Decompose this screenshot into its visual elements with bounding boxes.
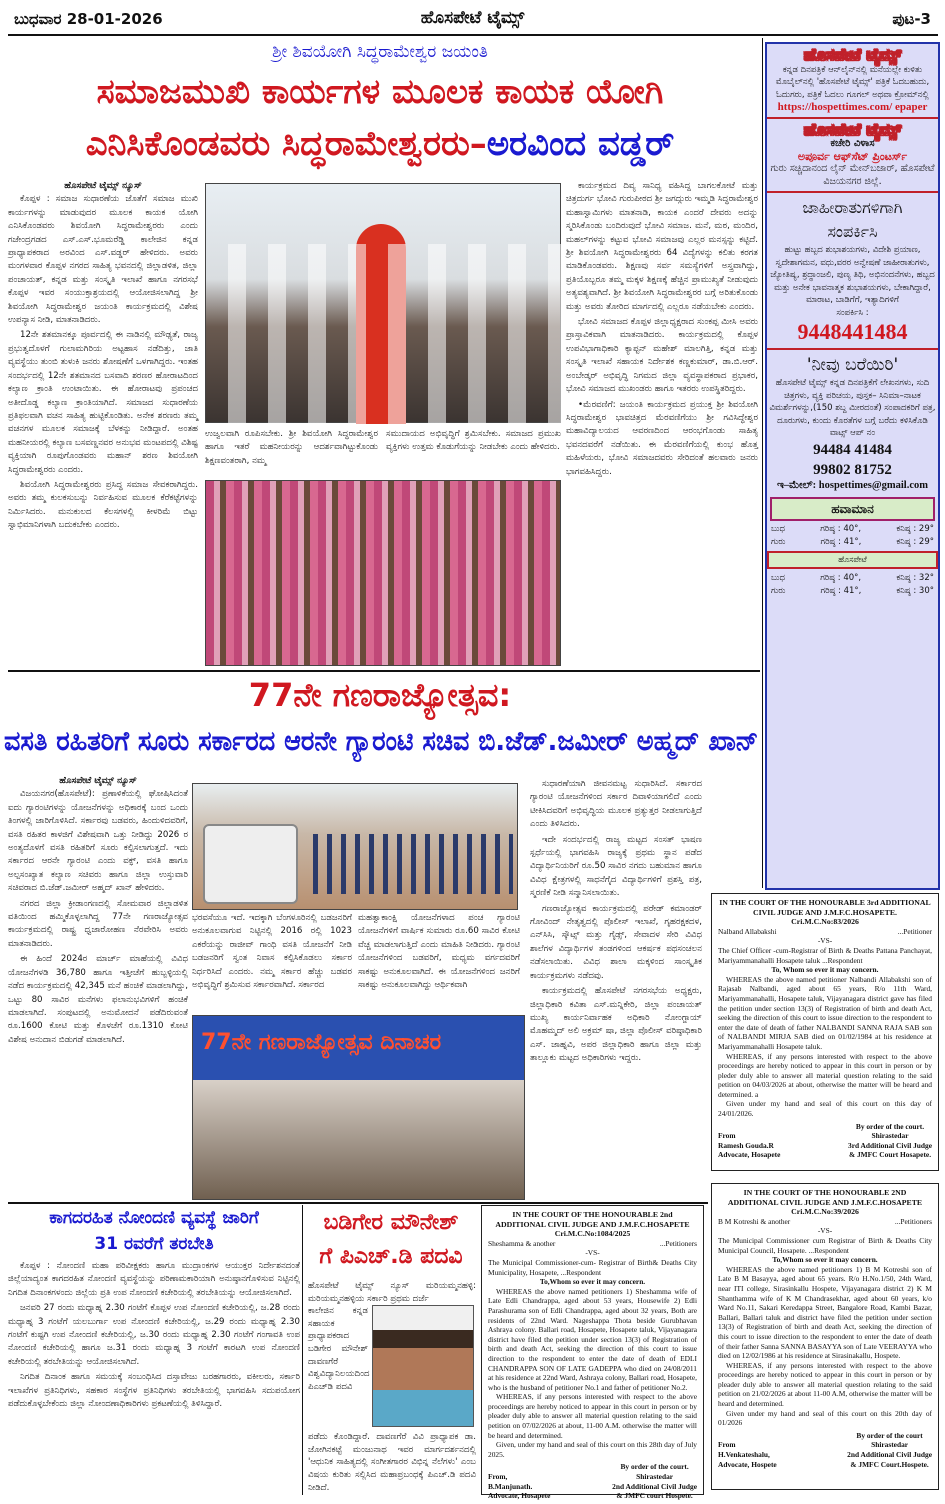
- wrap-text: ಕಾಲೇಜಿನ ಕನ್ನಡ ಸಹಾಯಕ ಪ್ರಾಧ್ಯಾಪಕರಾದ ಬಡಿಗೇರ ಮೌನೇಶ್ ದಾವಣಗೆರೆ ವಿಶ್ವವಿದ್ಯಾನಿಲಯದಿಂದ ಪಿಎಚ್‌ಡಿ ಪದವಿ: [308, 1306, 370, 1392]
- weather-row: [767, 536, 938, 549]
- masthead: ಹೊಸಪೇಟೆ ಟೈಮ್ಸ್: [420, 8, 525, 28]
- order-line: By order of the court.: [855, 1121, 925, 1131]
- versus: -VS-: [817, 936, 833, 946]
- shirastedar: Shirastedar: [636, 1472, 674, 1482]
- respondent-name: The Municipal Commissioner-cum- Registrar of Birth& Deaths City Municipality, Hosapete,: [488, 1257, 697, 1277]
- court-name-2: & JMFC court Hospete.: [616, 1491, 693, 1501]
- issue-date: ಬುಧವಾರ 28-01-2026: [14, 10, 163, 28]
- advocate-name: B.Manjunath.: [488, 1481, 533, 1491]
- court-notice-1: [711, 893, 939, 1171]
- article1-headline-2: [0, 124, 760, 164]
- headline-part: ಎನಿಸಿಕೊಂಡವರು ಸಿದ್ಧರಾಮೇಶ್ವರರು–: [85, 124, 487, 164]
- article3-headline-2: 31 ರವರೆಗೆ ತರಬೇತಿ: [94, 1234, 214, 1254]
- paragraph: ಕೊಪ್ಪಳ : ನೋಂದಣಿ ಮಹಾ ಪರಿವೀಕ್ಷಕರು ಹಾಗೂ ಮುದ್ರಾಂಕಗಳ ಆಯುಕ್ತರ ನಿರ್ದೇಶನದಂತೆ ಜಿಲ್ಲೆಯಾದ್ಯಂತ ಕಾಗದರಹಿತ ನೋಂದಣಿ ವ್ಯವಸ್ಥೆಯನ್ನು ಪರಿಣಾಮಕಾರಿಯಾಗಿ ಅನುಷ್ಠಾನಗೊಳಿಸುವ ನಿಟ್ಟಿನಲ್ಲಿ ನಿಗದಿತ ದಿನಾಂಕಗಳಂದು ಜಿಲ್ಲೆಯ ಪ್ರತಿ ಉಪ ನೋಂದಣಿ ಕಚೇರಿಯಲ್ಲಿ ತರಬೇತಿಯನ್ನು ಆಯೋಜಿಸಲಾಗಿದೆ.: [8, 1261, 300, 1298]
- article1-column-1: [8, 180, 198, 666]
- section-rule: [8, 670, 760, 672]
- respondent: [718, 946, 932, 965]
- weather-day: ಗುರು: [771, 536, 786, 547]
- epaper-link[interactable]: https://hospettimes.com/ epaper: [777, 101, 928, 113]
- ads-title: ಜಾಹೀರಾತುಗಳಿಗಾಗಿ: [802, 198, 903, 217]
- respondent: [488, 1258, 697, 1277]
- byline: ಹೊಸಪೇಟೆ ಟೈಮ್ಸ್ ನ್ಯೂಸ್: [64, 181, 142, 191]
- from-label: From: [718, 1440, 736, 1450]
- ads-block: [767, 193, 938, 350]
- petitioner-row: [718, 927, 932, 937]
- signature-block: [488, 1462, 697, 1500]
- parade-figures: [313, 834, 513, 894]
- court-name-2: & JMFC Court Hosapete.: [848, 1150, 932, 1160]
- write-block: [767, 350, 938, 495]
- petitioner-role: ...Petitioners: [894, 1216, 932, 1226]
- article2-headline-1: 77ನೇ ಗಣರಾಜ್ಯೋತ್ಸವ:: [248, 676, 512, 714]
- signature-block: [718, 1122, 932, 1160]
- weather-row: [767, 585, 938, 598]
- event-photo-lamp-lighting: [205, 183, 561, 423]
- notice-paragraph: Given, under my hand and seal of this court on this 28th day of July 2025.: [488, 1440, 697, 1459]
- from-label: From,: [488, 1472, 508, 1482]
- dignitaries-salute-photo: [192, 1015, 525, 1200]
- weather-row: [767, 523, 938, 536]
- column-divider: [302, 1205, 303, 1495]
- parade-photo-jeep: [192, 783, 518, 910]
- shirastedar: Shirastedar: [871, 1131, 909, 1141]
- respondent-name: The Chief Officer -cum-Registrar of Birth & Deaths Pattana Panchayat, Mariyammanahalli Hosapete taluk: [718, 945, 932, 965]
- crowd-figures: [206, 244, 562, 424]
- phone-1: 94484 41484: [813, 441, 892, 458]
- petitioner: Sheshamma & another: [488, 1238, 556, 1248]
- paragraph: 12ನೇ ಶತಮಾನಕ್ಕೂ ಪೂರ್ವದಲ್ಲಿ ಈ ನಾಡಿನಲ್ಲಿ ಮೌಢ್ಯತೆ, ರಾಜ್ಯ ಪ್ರಭುತ್ವದೊಳಗೆ ಗುಲಾಮಗಿರಿಯ ಅಟ್ಟಹಾಸ ನಡೆದಿತ್ತು, ಜಾತಿ ವ್ಯವಸ್ಥೆಯು ತುಂಬಿ ತುಳುಕಿ ಜನರು ಶೋಷಣೆಗೆ ಒಳಗಾಗಿದ್ದರು. ಇಂತಹ ಸಂದರ್ಭದಲ್ಲಿ 12ನೇ ಶತಮಾನದ ಬಸವಾದಿ ಶರಣರ ಹೋರಾಟದಿಂದ ಕಲ್ಯಾಣ ಕ್ರಾಂತಿ ಉಂಟಾಯಿತು. ಈ ಹೋರಾಟವು ಪ್ರಪಂಚದ ಅತೀದೊಡ್ಡ ಕಲ್ಯಾಣ ಕ್ರಾಂತಿಯಾಗಿದೆ. ಸಮಾಜದ ಸುಧಾರಣೆಯ ಪ್ರತಿಫಲವಾಗಿ ವಚನ ಸಾಹಿತ್ಯ ಹುಟ್ಟಿಕೊಂಡಿತು. ಅನೇಕ ಶರಣರು ತಮ್ಮ ವಚನಗಳ ಮೂಲಕ ಸಮಾಜಕ್ಕೆ ಬೆಳಕನ್ನು ನೀಡಿದ್ದಾರೆ. ಅಂತಹ ಮಹನೀಯರಲ್ಲಿ ಕಲ್ಯಾಣ ಬಸವಣ್ಣನವರ ಅನುಭವ ಮಂಟಪದಲ್ಲಿ ವಿಶಿಷ್ಟ ವ್ಯಕ್ತಿಯಾಗಿ ರೂಪುಗೊಂಡವರು ಮಹಾನ್ ಶರಣ ಶಿವಯೋಗಿ ಸಿದ್ಧರಾಮೇಶ್ವರರು ಎಂದರು.: [8, 330, 198, 475]
- notice-paragraph: WHEREAS the above named petitioners 1) B M Kotreshi son of Late B M Basayya, aged about 65 years. R/o H.No.1/50, 24th Ward, near ITI college, Sirasinkallu Hospete, Vijayanagara district 2) K M Shanthamma wife of K M Chandrasekhar, aged about 60 years, k/o Ward No.11, Sakari Keredappa Street, Bangalore Road, Kambi Bazar, Ballari, Ballari taluk and district have filed the petition under section 13(3) of Registration of birth and death Act, seeking the direction of this court to issue direction to the respondent to enter the date of death of their father Sanna SANNA BASAYYA son of Late VEERAYYA who died on 12/02/1986 at his residence at Sirasinakallu, Hospete.: [718, 1264, 932, 1361]
- respondent-role: ...Respondent: [808, 1245, 849, 1255]
- email: ಇ–ಮೇಲ್: hospettimes@gmail.com: [776, 479, 929, 491]
- weather-max: ಗರಿಷ್ಠ : 41°,: [820, 536, 862, 547]
- event-photo-audience: [205, 480, 561, 666]
- tail-paragraph: ಪಡೆದು ಕೊಂಡಿದ್ದಾರೆ. ದಾವಣಗೆರೆ ವಿವಿ ಪ್ರಾಧ್ಯಾಪಕ ಡಾ. ಜೋಗಿನಕಟ್ಟೆ ಮಂಜುನಾಥ ಇವರ ಮಾರ್ಗದರ್ಶನದಲ್ಲಿ 'ಆಧುನಿಕ ಸಾಹಿತ್ಯದಲ್ಲಿ ಸಂಗೀತಗಾರರ ವಿಭಿನ್ನ ನೆಲೆಗಳು' ಎಂಬ ವಿಷಯ ಕುರಿತು ಸಲ್ಲಿಸಿದ ಮಹಾಪ್ರಬಂಧಕ್ಕೆ ಪಿಎಚ್.ಡಿ ಪದವಿ ನೀಡಿದೆ.: [308, 1432, 476, 1493]
- advocate-place: Advocate, Hospete: [718, 1459, 777, 1469]
- versus: -VS-: [585, 1248, 600, 1258]
- respondent: [718, 1236, 932, 1255]
- weather-day: ಗುರು: [771, 585, 786, 596]
- addressee: To, Whom so ever it may concern.: [771, 965, 879, 975]
- paragraph: ನಗರದ ಜಿಲ್ಲಾ ಕ್ರೀಡಾಂಗಣದಲ್ಲಿ ಸೋಮವಾರ ಜಿಲ್ಲಾಡಳಿತ ವತಿಯಿಂದ ಹಮ್ಮಿಕೊಳ್ಳಲಾಗಿದ್ದ 77ನೇ ಗಣರಾಜ್ಯೋತ್ಸವ ಕಾರ್ಯಕ್ರಮದಲ್ಲಿ ರಾಷ್ಟ್ರ ಧ್ವಜಾರೋಹಣ ನೆರವೇರಿಸಿ ಅವರು ಮಾತನಾಡಿದರು.: [8, 898, 188, 949]
- respondent-role: ...Respondent: [822, 955, 863, 965]
- article2-mid-left: [192, 912, 352, 1012]
- respondent-role: ...Respondent: [560, 1267, 602, 1277]
- paragraph: ನಿಗದಿತ ದಿನಾಂಕ ಹಾಗೂ ಸಮಯಕ್ಕೆ ಸಂಬಂಧಿಸಿದ ದಸ್ತಾವೇಜು ಬರಹಗಾರರು, ವಕೀಲರು, ಸರ್ಕಾರಿ ಇಲಾಖೆಗಳ ಪ್ರತಿನಿಧಿಗಳು, ಸಹಕಾರ ಸಂಸ್ಥೆಗಳ ಪ್ರತಿನಿಧಿಗಳು ತರಬೇತಿಯಲ್ಲಿ ಭಾಗವಹಿಸಿ ಸದುಪಯೋಗ ಪಡೆದುಕೊಳ್ಳಬೇಕೆಂದು ಜಿಲ್ಲಾ ನೋಂದಣಾಧಿಕಾರಿಗಳು ಪ್ರಕಟಣೆಯಲ್ಲಿ ತಿಳಿಸಿದ್ದಾರೆ.: [8, 1372, 300, 1410]
- portrait-photo: [372, 1305, 474, 1427]
- notice-paragraph: Given under my hand and seal of this court on this 20th day of 01/2026: [718, 1408, 932, 1428]
- phone-2: 99802 81752: [813, 461, 892, 478]
- notice-paragraph: WHEREAS, if any persons interested with respect to the above proceedings are hereby noticed to appear in this court in person or by pleder duly able to answer all material question relating to the said petition on 04/03/2026 at about, otherwise the matter will be heard and determined. a: [718, 1051, 932, 1099]
- caption-text: ಸಮುದಾಯದ ಅಭಿವೃದ್ಧಿಗೆ ಶ್ರಮಿಸಬೇಕು. ಸಮಾಜದ ಪ್ರಮುಖ ವ್ಯಕ್ತಿಗಳು ಉತ್ತಮ ಕೊಡುಗೆಯನ್ನು ನೀಡಬೇಕು ಎಂದು ಹೇಳಿದರು.: [386, 429, 561, 453]
- weather-min: ಕನಿಷ್ಠ : 30°: [896, 585, 934, 596]
- notice-title: IN THE COURT OF THE HONOURABLE 2ND ADDITIONAL CIVIL JUDGE AND J.M.F.C.HOSAPETE: [727, 1188, 923, 1207]
- weather-title: ಹವಾಮಾನ: [770, 497, 935, 521]
- write-title: 'ನೀವು ಬರೆಯಿರಿ': [806, 355, 899, 375]
- weather-max: ಗರಿಷ್ಠ : 41°,: [820, 585, 862, 596]
- from-label: From: [718, 1131, 736, 1141]
- court-seal: [612, 1462, 697, 1500]
- paragraph: ಈ ಹಿಂದೆ 2024ರ ಮಾರ್ಚ್ ಮಾಹೆಯಲ್ಲಿ ವಿವಿಧ ಯೋಜನೆಗಳಡಿ 36,780 ಹಾಗೂ ಇತ್ತೀಚೆಗೆ ಹುಬ್ಬಳ್ಳಿಯಲ್ಲಿ ನಡೆದ ಕಾರ್ಯಕ್ರಮದಲ್ಲಿ 42,345 ಮನೆ ಹಂಚಿಕೆ ಮಾಡಲಾಗಿದ್ದು, ಒಟ್ಟು 80 ಸಾವಿರ ಮನೆಗಳು ಫಲಾನುಭವಿಗಳಿಗೆ ಹಂಚಿಕೆ ಮಾಡಲಾಗಿದೆ. ಸಂಪುಟದಲ್ಲಿ ಅನುಮೋದನೆ ಪಡೆದಿರುವಂತೆ ರೂ.1600 ಕೋಟಿ ಮತ್ತು ಕೊಳಚೆಗೆ ರೂ.1310 ಕೋಟಿ ವಿಶೇಷ ಅನುದಾನ ಬಿಡುಗಡೆ ಮಾಡಲಾಗಿದೆ.: [8, 954, 188, 1045]
- ads-contact-label: ಸಂಪರ್ಕಿಸಿ :: [836, 307, 869, 318]
- order-line: By order of the court: [856, 1430, 923, 1440]
- headline-name: ಅರವಿಂದ ವಡ್ಡರ್: [486, 124, 675, 164]
- ads-phone: 9448441484: [797, 319, 908, 344]
- court-seal: [848, 1122, 932, 1160]
- article1-caption-right: [386, 428, 561, 478]
- petitioner-role: ...Petitioners: [659, 1238, 697, 1248]
- court-name: 2nd Additional Civil Judge: [847, 1450, 932, 1460]
- advocate-name: H.Venkateshalu,: [718, 1450, 770, 1460]
- paragraph: ಕೊಪ್ಪಳ : ಸಮಾಜ ಸುಧಾರಣೆಯ ಜೊತೆಗೆ ಸಮಾಜ ಮುಖಿ ಕಾರ್ಯಗಳನ್ನು ಮಾಡುವುದರ ಮೂಲಕ ಕಾಯಕ ಯೋಗಿ ಎನಿಸಿಕೊಂಡವರು ಶಿವಯೋಗಿ ಸಿದ್ಧರಾಮೇಶ್ವರರು ಎಂದು ಗಜೇಂದ್ರಗಡದ ಎಸ್.ಎಸ್.ಭೂಮರೆಡ್ಡಿ ಕಾಲೇಜಿನ ಕನ್ನಡ ಪ್ರಾಧ್ಯಾಪಕರಾದ ಅರವಿಂದ ಎಸ್.ವಡ್ಡರ್ ಹೇಳಿದರು. ಅವರು ಮಂಗಳವಾರ ಕೊಪ್ಪಳ ನಗರದ ಸಾಹಿತ್ಯ ಭವನದಲ್ಲಿ ಜಿಲ್ಲಾಡಳಿತ, ಜಿಲ್ಲಾ ಪಂಚಾಯತ್, ಕನ್ನಡ ಮತ್ತು ಸಂಸ್ಕೃತಿ ಇಲಾಖೆ ಹಾಗೂ ನಗರಸಭೆ ಕೊಪ್ಪಳ ಇವರ ಸಂಯುಕ್ತಾಶ್ರಯದಲ್ಲಿ ಆಯೋಜಿಸಲಾಗಿದ್ದ ಶ್ರೀ ಶಿವಯೋಗಿ ಸಿದ್ಧರಾಮೇಶ್ವರ ಜಯಂತಿ ಕಾರ್ಯಕ್ರಮದಲ್ಲಿ ವಿಶೇಷ ಉಪನ್ಯಾಸ ನೀಡಿ, ಮಾತನಾಡಿದರು.: [8, 194, 198, 326]
- court-name: 2nd Additional Civil Judge: [612, 1481, 697, 1491]
- article2-column-1: [8, 775, 188, 1200]
- case-number: Cri.M.C.No:1084/2025: [554, 1229, 631, 1239]
- respondent-name: The Municipal Commissioner cum Registrar of Birth & Deaths City Municipal Council, Hosapete.: [718, 1235, 932, 1255]
- article2-mid-right: [358, 912, 520, 1012]
- article4-body: [308, 1280, 476, 1495]
- notice-paragraph: WHEREAS, if any persons interested with respect to the above proceedings are hereby noticed to appear in this court in person or by pleader duly able to answer all material question relating to the said petition on 07/02/2026 at about, 11-00 A.M. otherwise the matter will be heard and determined.: [488, 1392, 697, 1440]
- weather-max: ಗರಿಷ್ಠ : 40°,: [820, 524, 862, 534]
- advocate: [718, 1431, 777, 1469]
- article3-body: [8, 1260, 300, 1496]
- notice-paragraph: Given under my hand and seal of this court on this day of 24/01/2026.: [718, 1099, 932, 1119]
- signature-block: [718, 1431, 932, 1469]
- weather-min: ಕನಿಷ್ಠ : 29°: [896, 536, 934, 547]
- case-number: Cri.M.C.No:39/2026: [791, 1207, 859, 1217]
- article3-headline-1: ಕಾಗದರಹಿತ ನೋಂದಣಿ ವ್ಯವಸ್ಥೆ ಜಾರಿಗೆ: [49, 1208, 259, 1228]
- office-block: [767, 119, 938, 194]
- notice-paragraph: WHEREAS the above named petitioner Nalbandi Allabakshi son of Rajasab Nalbandi, aged about 65 years, R/o 11th Ward, Mariyammanahalli, Hosapete taluk, Vijayanagara district gave has filed the petition under section 13(3) of Registration of birth and death Act, seeking the direction of this court to issue direction to the respondent to enter the date of death of father NALBANDI SANNA RAJA SAB son of NALBANDI MIRJA SAB died on 01/02/1984 at his residence at Mariyammanahalli Hosapete taluk.: [718, 974, 932, 1051]
- addressee: To,Whom so ever it may concern.: [539, 1277, 646, 1287]
- epaper-text: ಕನ್ನಡ ದಿನಪತ್ರಿಕೆ ಆನ್‌ಲೈನ್‌ನಲ್ಲಿ ಮನೆಯಲ್ಲೇ ಕುಳಿತು ಮೊಬೈಲ್‌ನಲ್ಲಿ 'ಹೊಸಪೇಟೆ ಟೈಮ್ಸ್' ಪತ್ರಿಕೆ ಓದಬಹುದು, ಓದುಗರು, ಪತ್ರಿಕೆ ಓದಲು ಗೂಗಲ್ ಅಥವಾ ಕ್ರೋಮ್‌ನಲ್ಲಿ: [775, 64, 930, 100]
- paragraph: •ಮೆರವಣಿಗೆ: ಜಯಂತಿ ಕಾರ್ಯಕ್ರಮದ ಪ್ರಯುಕ್ತ ಶ್ರೀ ಶಿವಯೋಗಿ ಸಿದ್ಧರಾಮೇಶ್ವರ ಭಾವಚಿತ್ರದ ಮೆರವಣಿಗೆಯು ಶ್ರೀ ಗವಿಸಿದ್ಧೇಶ್ವರ ಮಹಾವಿದ್ಯಾಲಯದ ಆವರಣದಿಂದ ಆರಂಭಗೊಂಡು ಸಾಹಿತ್ಯ ಭವನದವರೆಗೆ ನಡೆಯಿತು. ಈ ಮೆರವಣಿಗೆಯಲ್ಲಿ ಕುಂಭ ಹೊತ್ತ ಮಹಿಳೆಯರು, ಭೋವಿ ಸಮಾಜದವರು ಸೇರಿದಂತೆ ಹಲವಾರು ಜನರು ಭಾಗವಹಿಸಿದ್ದರು.: [566, 399, 758, 477]
- court-name-2: & JMFC Court.Hospete.: [850, 1459, 929, 1469]
- court-notice-2: [711, 1183, 939, 1490]
- write-text: ಹೊಸಪೇಟೆ ಟೈಮ್ಸ್ ಕನ್ನಡ ದಿನಪತ್ರಿಕೆಗೆ ಲೇಖನಗಳು, ಸುದಿ ಚಿತ್ರಗಳು, ವ್ಯಕ್ತಿ ಪರಿಚಯ, ಪುಸ್ತಕ– ಸಿನಿಮಾ–ನಾಟಕ ವಿಮರ್ಶೆಗಳನ್ನು,(150 ಶಬ್ದ ಮೀರದಂತೆ) ಸಂಪಾದಕರಿಗೆ ಪತ್ರ, ದೂರುಗಳು, ಕುಂದು ಕೊರತೆಗಳ ಬಗ್ಗೆ ಬರೆದು ಕಳಿಸಿಕೊಡಿ: [769, 378, 936, 426]
- advocate: [718, 1122, 780, 1160]
- paragraph: ಶಿವಯೋಗಿ ಸಿದ್ಧರಾಮೇಶ್ವರರು ಪ್ರಸಿದ್ಧ ಸಮಾಜ ಸೇವಕರಾಗಿದ್ದರು. ಅವರು ತಮ್ಮ ಕುಲಕಸುಬನ್ನು ನಿರ್ವಹಿಸುವ ಮೂಲಕ ಕೆರೆಕಟ್ಟೆಗಳನ್ನು ನಿರ್ಮಿಸಿದರು. ಮನುಕುಲದ ಕೆಲಸಗಳಲ್ಲಿ ಕೀಳರಿಮೆ ಬಿಟ್ಟು ಸ್ವಾಭಿಮಾನಿಗಳಾಗಿ ಬದುಕಬೇಕು ಎಂದರು.: [8, 479, 198, 531]
- paragraph: ಸುಧಾರಣೆಯಾಗಿ ಜೀವನಮಟ್ಟ ಸುಧಾರಿಸಿದೆ. ಸರ್ಕಾರದ ಗ್ಯಾರಂಟಿ ಯೋಜನೆಗಳಿಂದ ಸರ್ಕಾರ ದಿವಾಳಿಯಾಗಲಿದೆ ಎಂದು ಟೀಕಿಸಿದವರಿಗೆ ಅಭಿವೃದ್ಧಿಯ ಮೂಲಕ ಪ್ರತ್ಯುತ್ತರ ನೀಡಲಾಗುತ್ತಿದೆ ಎಂದು ತಿಳಿಸಿದರು.: [530, 779, 702, 830]
- paragraph: ಭೋವಿ ಸಮಾಜದ ಕೊಪ್ಪಳ ಜಿಲ್ಲಾಧ್ಯಕ್ಷರಾದ ಸುಂಕಪ್ಪ ಮೀಸಿ ಅವರು ಪ್ರಾಸ್ತಾವಿಕವಾಗಿ ಮಾತನಾಡಿದರು. ಕಾರ್ಯಕ್ರಮದಲ್ಲಿ ಕೊಪ್ಪಳ ಉಪವಿಭಾಗಾಧಿಕಾರಿ ಕ್ಯಾಪ್ಟನ್ ಮಹೇಶ್ ಮಾಲಗಿತ್ತಿ, ಕನ್ನಡ ಮತ್ತು ಸಂಸ್ಕೃತಿ ಇಲಾಖೆ ಸಹಾಯಕ ನಿರ್ದೇಶಕ ಕಣ್ಣಕುಮಾರ್, ಡಾ.ಬಿ.ಆರ್. ಅಂಬೇಡ್ಕರ್ ಅಭಿವೃದ್ಧಿ ನಿಗಮದ ಜಿಲ್ಲಾ ವ್ಯವಸ್ಥಾಪಕರಾದ ಪ್ರಭಾಕರ, ಭೋವಿ ಸಮಾಜದ ಮುಖಂಡರು ಹಾಗೂ ಇತರರು ಉಪಸ್ಥಿತರಿದ್ದರು.: [566, 317, 758, 395]
- paragraph: ಭರವಸೆಯೂ ಇದೆ. ಇದಕ್ಕಾಗಿ ಬೆಂಗಳೂರಿನಲ್ಲಿ ಬಡಜನರಿಗೆ ಅನುಕೂಲವಾಗುವ ನಿಟ್ಟಿನಲ್ಲಿ 2016 ರಲ್ಲಿ 1023 ಎಕರೆಯನ್ನು ರಾಜೀವ್ ಗಾಂಧಿ ವಸತಿ ಯೋಜನೆಗೆ ನೀಡಿ ಬಡಜನರಿಗೆ ಸ್ವಂತ ನಿವಾಸ ಕಲ್ಪಿಸಿಕೊಡಲು ಸರ್ಕಾರ ನಿರ್ಧರಿಸಿದೆ ಎಂದರು. ನಮ್ಮ ಸರ್ಕಾರ ಹೆಚ್ಚು ಬಡವರ ಅಭಿವೃದ್ಧಿಗೆ ಶ್ರಮಿಸುವ ಸರ್ಕಾರವಾಗಿದೆ. ಸರ್ಕಾರದ: [192, 913, 352, 991]
- versus: -VS-: [817, 1226, 833, 1236]
- article2-column-3: [530, 778, 702, 1198]
- paragraph: ಜನವರಿ 27 ರಂದು ಮಧ್ಯಾಹ್ನ 2.30 ಗಂಟೆಗೆ ಕೊಪ್ಪಳ ಉಪ ನೋಂದಣಿ ಕಚೇರಿಯಲ್ಲಿ, ಜ.28 ರಂದು ಮಧ್ಯಾಹ್ನ 3 ಗಂಟೆಗೆ ಯಲಬುರ್ಗಾ ಉಪ ನೋಂದಣಿ ಕಚೇರಿಯಲ್ಲಿ, ಜ.29 ರಂದು ಮಧ್ಯಾಹ್ನ 2.30 ಗಂಟೆಗೆ ಕುಷ್ಟಗಿ ಉಪ ನೋಂದಣಿ ಕಚೇರಿಯಲ್ಲಿ, ಜ.30 ರಂದು ಮಧ್ಯಾಹ್ನ 2.30 ಗಂಟೆಗೆ ಗಂಗಾವತಿ ಉಪ ನೋಂದಣಿ ಕಚೇರಿಯಲ್ಲಿ ಹಾಗೂ ಜ.31 ರಂದು ಮಧ್ಯಾಹ್ನ 3 ಗಂಟೆಗೆ ಕಾರಟಗಿ ಉಪ ನೋಂದಣಿ ಕಚೇರಿಯಲ್ಲಿ ತರಬೇತಿಯನ್ನು ಆಯೋಜಿಸಲಾಗಿದೆ.: [8, 1303, 300, 1367]
- advocate-name: Ramesh Gouda.R: [718, 1140, 774, 1150]
- article1-kicker: ಶ್ರೀ ಶಿವಯೋಗಿ ಸಿದ್ಧರಾಮೇಶ್ವರ ಜಯಂತಿ: [272, 42, 488, 62]
- printer-name: ಅಪೂರ್ವ ಆಫ್‌ಸೆಟ್ ಪ್ರಿಂಟರ್ಸ್: [797, 149, 908, 163]
- weather-min: ಕನಿಷ್ಠ : 29°: [896, 524, 934, 534]
- notice-title: IN THE COURT OF THE HONOURABLE 3rd ADDITIONAL CIVIL JUDGE AND J.M.F.C.HOSAPETE.: [719, 898, 931, 917]
- brand-logo: ಹೊಸಪೇಟೆ ಟೈಮ್ಸ್: [803, 45, 902, 64]
- office-address: ಗುರು ಸಚ್ಚಿದಾನಂದ ಲೈನ್ ಮೇನ್‌ಬಜಾರ್, ಹೊಸಪೇಟೆ ವಿಜಯನಗರ ಜಿಲ್ಲೆ.: [770, 163, 935, 187]
- article1-headline-1: ಸಮಾಜಮುಖಿ ಕಾರ್ಯಗಳ ಮೂಲಕ ಕಾಯಕ ಯೋಗಿ: [96, 72, 664, 112]
- addressee: To,Whom so ever it may concern.: [772, 1255, 878, 1265]
- notice-paragraph: WHEREAS the above named petitioners 1) Sheshamma wife of Late Edli Chandrappa, aged about 53 years, Housewife 2) Edli Parashurama son of Edli Chandrappa, aged about 32 years, Both are residents of 22nd Ward. Nageshappa Thota beside Gurubhavan Ashraya colony. Ballari road, Hosapete, Hosapete taluk, Vijayanagara district have filed the petition under section 13(3) of Registration of birth and death Act, seeking the direction of this court to issue direction to the respondent to enter the date of death of EDLI CHANDRAPPA SON OF LATE GADEPPA who died on 24/08/2011 at his residence at 22nd Ward, Ashraya colony, Ballari road, Hosapete, who is the husband of petitioner No.1 and father of petitioner No.2.: [488, 1286, 697, 1392]
- notice-title: IN THE COURT OF THE HONOURABLE 2nd ADDITIONAL CIVIL JUDGE AND J.M.F.C.HOSAPETE: [495, 1210, 690, 1229]
- petitioner-row: [718, 1217, 932, 1227]
- byline: ಹೊಸಪೇಟೆ ಟೈಮ್ಸ್ ನ್ಯೂಸ್: [59, 776, 137, 786]
- weather-day: ಬುಧ: [771, 573, 785, 583]
- epaper-block: [767, 44, 938, 119]
- caption-text: ಉಜ್ವಲವಾಗಿ ರೂಪಿಸಬೇಕು. ಶ್ರೀ ಶಿವಯೋಗಿ ಸಿದ್ಧರಾಮೇಶ್ವರ ಹಾಗೂ ಇತರೆ ಮಹನೀಯರನ್ನು ಆದರ್ಶವಾಗಿಟ್ಟುಕೊಂಡು ಶಿಕ್ಷಣವಂತರಾಗಿ, ನಮ್ಮ: [205, 429, 378, 466]
- paragraph: ಇದೇ ಸಂದರ್ಭದಲ್ಲಿ ರಾಜ್ಯ ಮಟ್ಟದ ಸಂಸತ್ ಭಾಷಣ ಸ್ಪರ್ಧೆಯಲ್ಲಿ ಭಾಗವಹಿಸಿ ರಾಜ್ಯಕ್ಕೆ ಪ್ರಥಮ ಸ್ಥಾನ ಪಡೆದ ವಿದ್ಯಾರ್ಥಿನಿಯರಿಗೆ ರೂ.50 ಸಾವಿರ ನಗದು ಬಹುಮಾನ ಹಾಗೂ ವಿವಿಧ ಕ್ಷೇತ್ರಗಳಲ್ಲಿ ಸಾಧನೆಗೈದ ವಿದ್ಯಾರ್ಥಿಗಳಿಗೆ ಪ್ರಶಸ್ತಿ ಪತ್ರ, ಸ್ಮರಣಿಕೆ ನೀಡಿ ಸನ್ಮಾನಿಸಲಾಯಿತು.: [530, 834, 702, 899]
- ads-text: ಹುಟ್ಟು ಹಬ್ಬದ ಶುಭಾಶಯಗಳು, ವಿದೇಶಿ ಪ್ರಯಾಣ, ಸ್ವದೇಶಾಗಮನ, ವಧು,ವರರ ಅನ್ವೇಷಣೆ ಜಾಹೀರಾತುಗಳು, ಜ್ಯೋತಿಷ್ಯ, ಶ್ರದ್ಧಾಂಜಲಿ, ಪುಣ್ಯ ತಿಥಿ, ಅಭಿನಂದನೆಗಳು, ಹಬ್ಬದ ಮತ್ತು ಅನೇಕ ಭಾವನಾತ್ಮಕ ಶುಭಾಶಯಗಳು, ಬೇಕಾಗಿದ್ದಾರೆ, ಮಾರಾಟ, ಬಾಡಿಗೆಗೆ, ಇತ್ಯಾದಿಗಳಿಗೆ: [770, 245, 935, 305]
- court-seal: [847, 1431, 932, 1469]
- section-rule: [8, 1202, 708, 1204]
- advocate: [488, 1462, 550, 1500]
- petitioner-row: [488, 1239, 697, 1249]
- paragraph: ಮಹತ್ವಾಕಾಂಕ್ಷಿ ಯೋಜನೆಗಳಾದ ಪಂಚ ಗ್ಯಾರಂಟಿ ಯೋಜನೆಗಳಿಗೆ ವಾರ್ಷಿಕ ಸುಮಾರು ರೂ.60 ಸಾವಿರ ಕೋಟಿ ವೆಚ್ಚ ಮಾಡಲಾಗುತ್ತಿದೆ ಎಂದು ಮಾಹಿತಿ ನೀಡಿದರು. ಗ್ಯಾರಂಟಿ ಯೋಜನೆಗಳಿಂದ ಬಡವರಿಗೆ, ಮಧ್ಯಮ ವರ್ಗದವರಿಗೆ ಸಾಕಷ್ಟು ಅನುಕೂಲವಾಗಿದೆ. ಈ ಯೋಜನೆಗಳಿಂದ ಜನರಿಗೆ ಸಾಕಷ್ಟು ಅನುಕೂಲವಾಗಿದ್ದು ಆರ್ಥಿಕವಾಗಿ: [358, 913, 520, 991]
- article4-headline-1: ಬಡಿಗೇರ ಮೌನೇಶ್: [323, 1210, 459, 1235]
- page-number: ಪುಟ-3: [892, 10, 931, 28]
- petitioner-role: ...Petitioner: [897, 926, 932, 936]
- weather-max: ಗರಿಷ್ಠ : 40°,: [820, 573, 862, 583]
- brand-logo: ಹೊಸಪೇಟೆ ಟೈಮ್ಸ್: [803, 119, 902, 139]
- notice-paragraph: WHEREAS, if any persons interested with respect to the above proceedings are hereby noticed to appear in this court in person or by pleader duly able to answer all material question relating to the said petition on 21/02/2026 at about 11-00 A.M, otherwise the matter will be heard and determined.: [718, 1360, 932, 1409]
- weather-day: ಬುಧ: [771, 524, 785, 534]
- advocate-place: Advocate, Hosapete: [488, 1491, 551, 1501]
- paragraph: ವಿಜಯನಗರ(ಹೊಸಪೇಟೆ): ಪ್ರಣಾಳಿಕೆಯಲ್ಲಿ ಘೋಷಿಸಿದಂತೆ ಐದು ಗ್ಯಾರಂಟಿಗಳನ್ನು ಯೋಜನೆಗಳನ್ನು ಅಧಿಕಾರಕ್ಕೆ ಬಂದ ಒಂದು ತಿಂಗಳಲ್ಲಿ ಜಾರಿಗೊಳಿಸಿದೆ. ಸರ್ಕಾರವು ಬಡವರು, ಹಿಂದುಳಿದವರಿಗೆ, ವಸತಿ ರಹಿತರ ಕಾಳಜಿಗೆ ವಿಶೇಷವಾಗಿ ಒತ್ತು ನೀಡಿದ್ದು 2026 ರ ಅಂತ್ಯದೊಳಗೆ ವಸತಿ ರಹಿತರಿಗೆ ಸೂರು ಕಲ್ಪಿಸಲಾಗುತ್ತದೆ. ಇದು ಸರ್ಕಾರದ ಆರನೇ ಗ್ಯಾರಂಟಿ ಎಂದು ವಕ್ಫ್, ವಸತಿ ಹಾಗೂ ಅಲ್ಪಸಂಖ್ಯಾತ ಕಲ್ಯಾಣ ಸಚಿವರು ಹಾಗೂ ಜಿಲ್ಲಾ ಉಸ್ತುವಾರಿ ಸಚಿವರಾದ ಬಿ.ಜೆಡ್.ಜಮೀರ್ ಅಹ್ಮದ್ ಖಾನ್ ಹೇಳಿದರು.: [8, 789, 188, 894]
- sidebar-divider: [762, 38, 763, 888]
- weather-min: ಕನಿಷ್ಠ : 32°: [896, 573, 934, 583]
- header-rule: [8, 34, 938, 36]
- paragraph: ಗಣರಾಜ್ಯೋತ್ಸವ ಕಾರ್ಯಕ್ರಮದಲ್ಲಿ ಪರೇಡ್ ಕಮಾಂಡರ್ ಗೋವಿಂದ್ ನೇತೃತ್ವದಲ್ಲಿ ಪೊಲೀಸ್ ಇಲಾಖೆ, ಗೃಹರಕ್ಷಕದಳ, ಎನ್‌ಸಿಸಿ, ಸ್ಕೌಟ್ಸ್ ಮತ್ತು ಗೈಡ್ಸ್, ಸೇವಾದಳ ಸೇರಿ ವಿವಿಧ ಶಾಲೆಗಳ ವಿದ್ಯಾರ್ಥಿಗಳ ತಂಡಗಳಿಂದ ಆಕರ್ಷಕ ಪಥಸಂಚಲನ ನಡೆಸಲಾಯಿತು. ವಿವಿಧ ಶಾಲಾ ಮಕ್ಕಳಿಂದ ಸಾಂಸ್ಕೃತಿಕ ಕಾರ್ಯಕ್ರಮಗಳು ನಡೆದವು.: [530, 903, 702, 981]
- jeep-figure: [203, 824, 298, 904]
- paragraph: ಕಾರ್ಯಕ್ರಮದ ದಿವ್ಯ ಸಾನಿಧ್ಯ ವಹಿಸಿದ್ದ ಬಾಗಲಕೋಟೆ ಮತ್ತು ಚಿತ್ರದುರ್ಗ ಭೋವಿ ಗುರುಪೀಠದ ಶ್ರೀ ಜಗದ್ಗುರು ಇಮ್ಮಡಿ ಸಿದ್ಧರಾಮೇಶ್ವರ ಮಹಾಸ್ವಾಮಿಗಳು ಮಾತನಾಡಿ, ಕಾಯಕ ಎಂದರೆ ದೇವರು ಅದನ್ನು ಸ್ಮರಿಸಿಕೊಂಡು ಬಂದಿರುವುದೆ ಭೋವಿ ಸಮಾಜ. ಮನೆ, ಮಠ, ಮಂದಿರ, ಮಹಲ್‌ಗಳನ್ನು ಕಟ್ಟುವ ಭೋವಿ ಸಮಾಜವು ಎಲ್ಲರ ಮನಸ್ಸನ್ನು ಕಟ್ಟಿದೆ. ಶ್ರೀ ಶಿವಯೋಗಿ ಸಿದ್ಧರಾಮೇಶ್ವರರು 64 ವಿದ್ಯೆಗಳನ್ನು ಕಲಿತು ಕರಗತ ಮಾಡಿಕೊಂಡವರು. ಶಿಕ್ಷಣವು ಸರ್ವ ಸಮಸ್ಯೆಗಳಿಗೆ ಅಸ್ತ್ರವಾಗಿದ್ದು, ಪ್ರತಿಯೊಬ್ಬರೂ ತಮ್ಮ ಮಕ್ಕಳ ಶಿಕ್ಷಣಕ್ಕೆ ಹೆಚ್ಚಿನ ಪ್ರಾಮುಖ್ಯತೆ ನೀಡುವುದು ಅತ್ಯವಶ್ಯವಾಗಿದೆ. ಶ್ರೀ ಶಿವಯೋಗಿ ಸಿದ್ಧರಾಮೇಶ್ವರರ ಬಗ್ಗೆ ಅರಿತುಕೊಂಡು ಮತ್ತು ಅವರು ತೋರಿದ ಮಾರ್ಗದಲ್ಲಿ ಎಲ್ಲರೂ ನಡೆಯಬೇಕು ಎಂದರು.: [566, 181, 758, 312]
- paragraph: ಕಾರ್ಯಕ್ರಮದಲ್ಲಿ ಹೊಸಪೇಟೆ ನಗರಸಭೆಯ ಅಧ್ಯಕ್ಷರು, ಜಿಲ್ಲಾಧಿಕಾರಿ ಕವಿತಾ ಎಸ್.ಮನ್ನಿಕೇರಿ, ಜಿಲ್ಲಾ ಪಂಚಾಯತ್ ಮುಖ್ಯ ಕಾರ್ಯನಿರ್ವಾಹಕ ಅಧಿಕಾರಿ ನೋಂಗ್ಜಾಯ್ ಮೊಹಮ್ಮದ್ ಅಲಿ ಅಕ್ರಮ್ ಷಾ, ಜಿಲ್ಲಾ ಪೊಲೀಸ್ ವರಿಷ್ಠಾಧಿಕಾರಿ ಎಸ್. ಜಾಹ್ನವಿ, ಅಪರ ಜಿಲ್ಲಾಧಿಕಾರಿ ಹಾಗೂ ಜಿಲ್ಲಾ ಮತ್ತು ತಾಲ್ಲೂಕು ಮಟ್ಟದ ಅಧಿಕಾರಿಗಳು ಇದ್ದರು.: [530, 986, 702, 1064]
- article1-caption-left: [205, 428, 378, 478]
- article2-headline-2: ವಸತಿ ರಹಿತರಿಗೆ ಸೂರು ಸರ್ಕಾರದ ಆರನೇ ಗ್ಯಾರಂಟಿ ಸಚಿವ ಬಿ.ಜೆಡ್.ಜಮೀರ್ ಅಹ್ಮದ್ ಖಾನ್: [4, 726, 759, 757]
- order-line: By order of the court.: [620, 1462, 689, 1472]
- article1-column-3: [566, 180, 758, 666]
- lead-paragraph: ಹೊಸಪೇಟೆ ಟೈಮ್ಸ್ ನ್ಯೂಸ್ ಮರಿಯಮ್ಮನಹಳ್ಳಿ: ಮರಿಯಮ್ಮನಹಳ್ಳಿಯ ಸರ್ಕಾರಿ ಪ್ರಥಮ ದರ್ಜೆ: [308, 1281, 476, 1304]
- office-label: ಕಚೇರಿ ವಿಳಾಸ: [830, 138, 875, 149]
- petitioner: Nalband Allabakshi: [718, 926, 777, 936]
- sidebar: [765, 42, 940, 890]
- petitioner: B M Kotreshi & another: [718, 1216, 791, 1226]
- court-name: 3rd Additional Civil Judge: [848, 1140, 932, 1150]
- court-notice-3: [481, 1205, 704, 1501]
- case-number: Cri.M.C.No:83/2026: [791, 917, 859, 927]
- shirastedar: Shirastedar: [871, 1440, 909, 1450]
- weather2-title: ಹೊಸಪೇಟೆ: [767, 551, 938, 569]
- weather-row: [767, 572, 938, 585]
- whatsapp-label: ವಾಟ್ಸ್ ಆಪ್ ನಂ: [829, 428, 876, 438]
- advocate-place: Advocate, Hosapete: [718, 1150, 781, 1160]
- ads-title-2: ಸಂಪರ್ಕಿಸಿ: [827, 222, 878, 241]
- article4-headline-2: ಗೆ ಪಿಎಚ್.ಡಿ ಪದವಿ: [319, 1244, 463, 1269]
- photo-banner-text: 77ನೇ ಗಣರಾಜ್ಯೋತ್ಸವ ದಿನಾಚರ: [201, 1030, 442, 1055]
